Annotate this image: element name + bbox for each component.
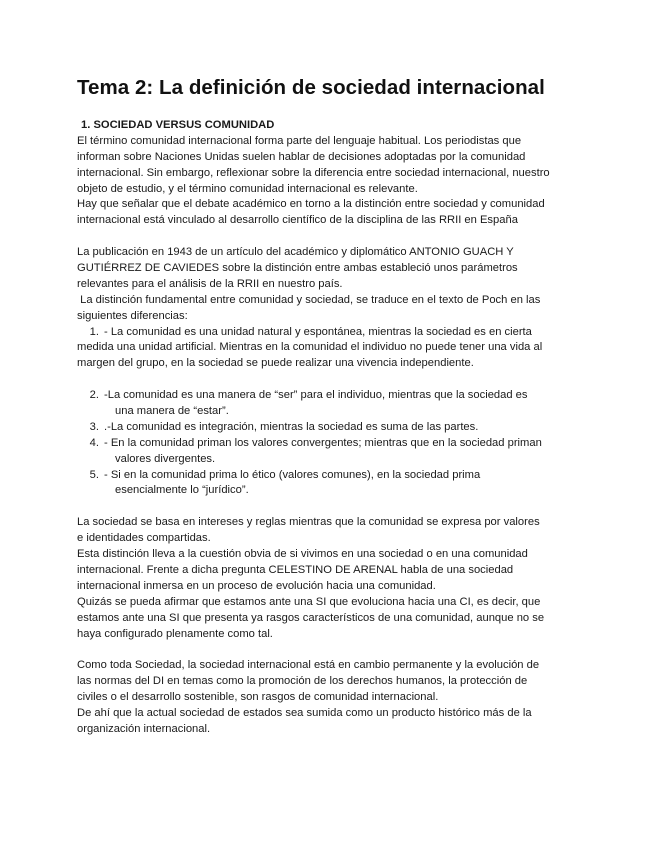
list-item-3 [77,420,582,436]
paragraph-distinction [77,293,582,325]
list-item-1 [77,325,582,373]
text-line: informan sobre Naciones Unidas suelen hablar de decisiones adoptadas por la comunidad [77,150,526,163]
list-number: 3. [89,420,99,433]
paragraph-evolution [77,658,582,737]
text-line: Esta distinción lleva a la cuestión obvia de si vivimos en una sociedad o en una comunidad [77,548,528,561]
text-line: Quizás se pueda afirmar que estamos ante una SI que evoluciona hacia una CI, es decir, que [77,595,541,608]
text-line: La sociedad se basa en intereses y reglas mientras que la comunidad se expresa por valores [77,516,540,529]
text-line: las normas del DI en temas como la promoción de los derechos humanos, la protección de [77,675,528,688]
text-line: e identidades compartidas. [77,532,211,545]
text-line: estamos ante una SI que presenta ya rasgos característicos de una comunidad, aunque no se [77,611,545,624]
list-number: 2. [89,389,99,402]
paragraph-intro [77,134,582,229]
text-line: relevantes para el análisis de la RRII en nuestro país. [77,277,343,290]
text-line: organización internacional. [77,722,211,735]
list-number: 4. [89,436,99,449]
text-line: internacional. Sin embargo, reflexionar sobre la diferencia entre sociedad internacional, nuestro [77,166,550,179]
text-line: siguientes diferencias: [77,309,188,322]
text-line: internacional inmersa en un proceso de evolución hacia una comunidad. [77,579,436,592]
list-number: 1. [89,325,99,338]
list-text: esencialmente lo “jurídico”. [115,484,249,497]
text-line: La publicación en 1943 de un artículo del académico y diplomático ANTONIO GUACH Y [77,246,514,259]
list-item-5 [77,468,582,500]
text-line: GUTIÉRREZ DE CAVIEDES sobre la distinción entre ambas estableció unos parámetros [77,262,518,275]
list-text: .-La comunidad es integración, mientras la sociedad es suma de las partes. [104,420,479,433]
list-text: -La comunidad es una manera de “ser” para el individuo, mientras que la sociedad es [104,389,528,402]
list-text: - En la comunidad priman los valores convergentes; mientras que en la sociedad priman [104,436,542,449]
document-body [77,118,582,738]
list-item-2 [77,388,582,420]
text-line: civiles o el desarrollo sostenible, son rasgos de comunidad internacional. [77,691,439,704]
text-line: De ahí que la actual sociedad de estados sea sumida como un producto histórico más de la [77,706,532,719]
list-number: 5. [89,468,99,481]
text-line: internacional. Frente a dicha pregunta CELESTINO DE ARENAL habla de una sociedad [77,563,514,576]
paragraph-interests [77,515,582,642]
section-heading: 1. SOCIEDAD VERSUS COMUNIDAD [81,119,275,131]
list-text: valores divergentes. [115,452,216,465]
text-line: internacional está vinculado al desarrollo científico de la disciplina de las RRII en España [77,214,518,227]
text-line: El término comunidad internacional forma parte del lenguaje habitual. Los periodistas que [77,134,522,147]
text-line: La distinción fundamental entre comunidad y sociedad, se traduce en el texto de Poch en las [77,293,541,306]
list-item-4 [77,436,582,468]
paragraph-guach [77,245,582,293]
text-line: haya configurado plenamente como tal. [77,627,273,640]
list-text: - La comunidad es una unidad natural y espontánea, mientras la sociedad es en cierta [104,325,532,338]
list-text: - Si en la comunidad prima lo ético (valores comunes), en la sociedad prima [104,468,481,481]
page-title: Tema 2: La definición de sociedad internacional [77,76,545,99]
text-line: Como toda Sociedad, la sociedad internacional está en cambio permanente y la evolución de [77,659,540,672]
text-line: Hay que señalar que el debate académico en torno a la distinción entre sociedad y comunidad [77,198,545,211]
numbered-list [77,388,582,499]
text-line: medida una unidad artificial. Mientras en la comunidad el individuo no puede tener una vida al [77,341,543,354]
list-text: una manera de “estar”. [115,405,229,418]
text-line: objeto de estudio, y el término comunidad internacional es relevante. [77,182,418,195]
text-line: margen del grupo, en la sociedad se puede realizar una vivencia independiente. [77,357,474,370]
